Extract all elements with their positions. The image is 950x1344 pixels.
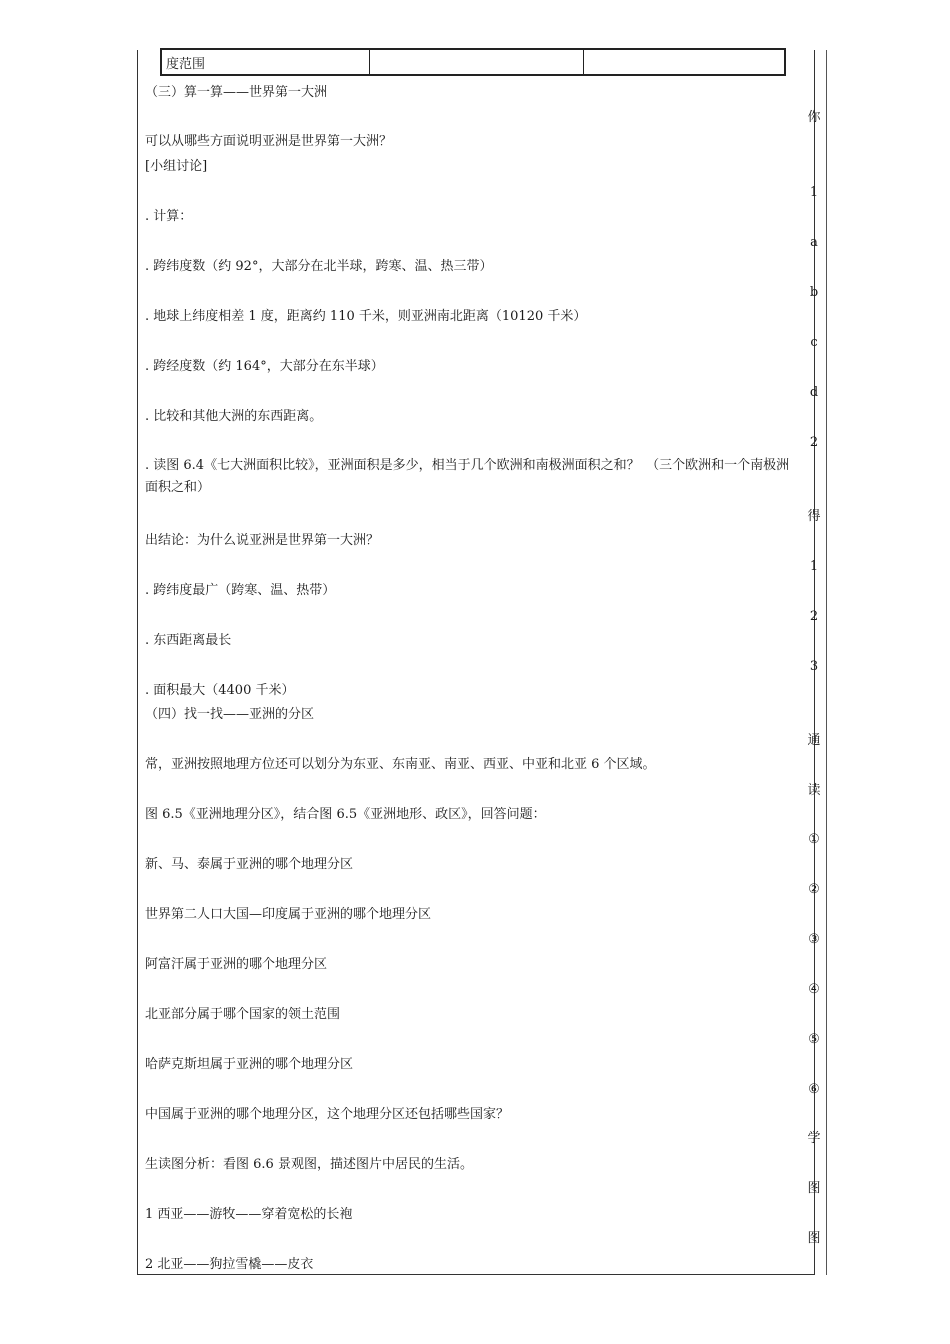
conclusion-area: . 面积最大（4400 千米）	[145, 683, 295, 698]
side-char: 3	[809, 659, 819, 674]
side-char: 1	[809, 559, 819, 574]
question-sea-countries: 新、马、泰属于亚洲的哪个地理分区	[145, 857, 354, 872]
question-china: 中国属于亚洲的哪个地理分区，这个地理分区还包括哪些国家？	[145, 1107, 510, 1122]
north-south-distance: . 地球上纬度相差 1 度，距离约 110 千米，则亚洲南北距离（10120 千米）	[145, 309, 587, 324]
regions-intro: 常，亚洲按照地理方位还可以划分为东亚、东南亚、南亚、西亚、中亚和北亚 6 个区域。	[145, 757, 656, 772]
table-cell-range: 度范围	[162, 50, 370, 74]
table-cell-empty-2	[584, 50, 784, 74]
side-char: ②	[808, 882, 820, 897]
table-cell-empty-1	[370, 50, 584, 74]
calc-heading: . 计算：	[145, 209, 193, 224]
frame-bottom-border	[137, 1274, 815, 1275]
north-asia-life: 2 北亚——狗拉雪橇——皮衣	[145, 1257, 314, 1272]
west-asia-life: 1 西亚——游牧——穿着宽松的长袍	[145, 1207, 353, 1222]
east-west-compare: . 比较和其他大洲的东西距离。	[145, 409, 323, 424]
longitude-span: . 跨经度数（约 164°，大部分在东半球）	[145, 359, 384, 374]
area-compare-question: . 读图 6.4《七大洲面积比较》，亚洲面积是多少，相当于几个欧洲和南极洲面积之和？ （三个欧洲和一个南极洲面积之和）	[145, 458, 790, 495]
question-north-asia: 北亚部分属于哪个国家的领土范围	[145, 1007, 341, 1022]
side-char: 2	[809, 609, 819, 624]
question-india: 世界第二人口大国—印度属于亚洲的哪个地理分区	[145, 907, 432, 922]
side-char: ④	[808, 982, 820, 997]
section-heading-three: （三）算一算——世界第一大洲	[145, 85, 328, 100]
side-char: ⑤	[808, 1032, 820, 1047]
frame-left-border	[137, 50, 138, 1275]
question-afghanistan: 阿富汗属于亚洲的哪个地理分区	[145, 957, 328, 972]
side-char: 得	[807, 509, 821, 524]
conclusion-latitude: . 跨纬度最广（跨寒、温、热带）	[145, 583, 336, 598]
side-char: a	[810, 235, 818, 250]
question-kazakhstan: 哈萨克斯坦属于亚洲的哪个地理分区	[145, 1057, 354, 1072]
frame-right-border	[826, 50, 827, 1275]
landscape-analysis: 生读图分析：看图 6.6 景观图，描述图片中居民的生活。	[145, 1157, 473, 1172]
side-char: b	[809, 285, 819, 300]
side-char: 1	[809, 185, 819, 200]
side-char: 2	[809, 435, 819, 450]
side-char: ①	[808, 832, 820, 847]
side-char: d	[809, 385, 819, 400]
side-char: c	[810, 335, 818, 350]
conclusion-question: 出结论：为什么说亚洲是世界第一大洲？	[145, 533, 380, 548]
group-discussion: [小组讨论]	[145, 159, 208, 174]
side-char: 图	[807, 1231, 821, 1246]
section-heading-four: （四）找一找——亚洲的分区	[145, 707, 315, 722]
side-char: 通	[807, 733, 821, 748]
side-char: ⑥	[808, 1082, 820, 1097]
side-char: 你	[807, 110, 821, 125]
map-instruction: 图 6.5《亚洲地理分区》，结合图 6.5《亚洲地形、政区》，回答问题：	[145, 807, 546, 822]
top-table-row	[160, 48, 786, 76]
conclusion-distance: . 东西距离最长	[145, 633, 232, 648]
question-asia-largest: 可以从哪些方面说明亚洲是世界第一大洲？	[145, 134, 393, 149]
side-char: 图	[807, 1181, 821, 1196]
side-char: 读	[807, 783, 821, 798]
side-char: 学	[807, 1131, 821, 1146]
latitude-span: . 跨纬度数（约 92°，大部分在北半球，跨寒、温、热三带）	[145, 259, 493, 274]
side-char: ③	[808, 932, 820, 947]
